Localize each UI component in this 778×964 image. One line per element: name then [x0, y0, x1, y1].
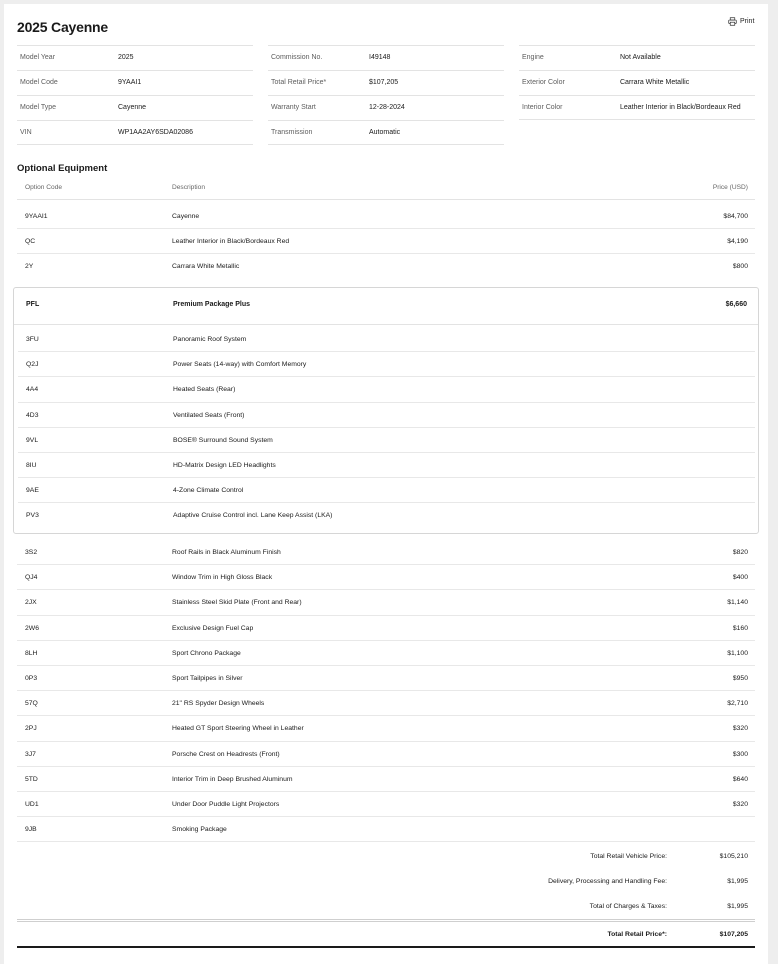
option-price: $84,700 [723, 213, 748, 220]
table-row [17, 590, 755, 615]
spec-label: Commission No. [271, 54, 323, 61]
grand-total-value: $107,205 [719, 931, 748, 938]
package-price: $6,660 [725, 301, 747, 308]
table-row [17, 817, 755, 842]
option-description: Panoramic Roof System [173, 336, 247, 343]
package-item-row [18, 453, 755, 478]
grand-total-label: Total Retail Price*: [607, 931, 667, 938]
option-price: $400 [732, 574, 748, 582]
spec-value: I49148 [369, 54, 391, 61]
spec-row [268, 95, 504, 120]
total-row [17, 844, 755, 869]
equipment-table-header [17, 175, 755, 200]
option-price: $320 [732, 725, 748, 733]
option-description: Ventilated Seats (Front) [173, 411, 245, 419]
table-row [17, 540, 755, 565]
option-description: Interior Trim in Deep Brushed Aluminum [172, 775, 293, 783]
total-row [17, 869, 755, 894]
price-totals [17, 844, 755, 948]
spec-label: Exterior Color [522, 79, 565, 86]
spec-row [519, 70, 755, 95]
total-label: Total of Charges & Taxes: [589, 903, 667, 910]
option-description: Roof Rails in Black Aluminum Finish [172, 549, 281, 556]
printer-icon [728, 17, 737, 26]
option-price: $300 [732, 750, 748, 758]
vehicle-detail-card [4, 4, 768, 964]
table-row [17, 616, 755, 641]
print-label: Print [740, 18, 755, 25]
package-item-row [18, 352, 755, 377]
option-code: 9VL [26, 436, 39, 444]
spec-label: Interior Color [522, 104, 563, 111]
column-header-description: Description [172, 184, 205, 191]
spec-column-1 [17, 45, 253, 145]
print-button[interactable] [728, 17, 754, 26]
spec-value: Leather Interior in Black/Bordeaux Red [620, 104, 741, 111]
spec-value: 2025 [118, 54, 134, 61]
spec-row [519, 45, 755, 70]
option-code: 2JX [25, 599, 37, 607]
option-price: $4,190 [727, 238, 748, 246]
table-row [17, 716, 755, 741]
total-label: Delivery, Processing and Handling Fee: [548, 878, 667, 885]
spec-label: Warranty Start [271, 104, 316, 111]
option-price: $2,710 [727, 700, 748, 708]
option-price: $950 [732, 674, 748, 682]
option-description: Under Door Puddle Light Projectors [172, 800, 280, 808]
spec-value: Not Available [620, 54, 661, 61]
option-description: Sport Tailpipes in Silver [172, 674, 243, 682]
package-item-row [18, 503, 755, 528]
package-item-row [18, 478, 755, 503]
spec-row [268, 45, 504, 70]
option-price: $160 [732, 624, 748, 632]
table-row [17, 229, 755, 254]
page-title: 2025 Cayenne [17, 19, 108, 35]
option-code: 5TD [25, 775, 38, 783]
option-code: 8IU [26, 461, 37, 469]
option-code: 2W6 [25, 624, 39, 632]
option-code: 8LH [25, 649, 38, 657]
spec-label: Transmission [271, 129, 313, 136]
option-description: Smoking Package [172, 826, 227, 834]
total-row [17, 894, 755, 919]
option-description: Power Seats (14-way) with Comfort Memory [173, 361, 307, 369]
option-description: Exclusive Design Fuel Cap [172, 624, 254, 632]
spec-row [17, 120, 253, 145]
package-code: PFL [26, 301, 40, 308]
equipment-rows-bottom [17, 540, 755, 842]
option-code: 0P3 [25, 674, 38, 682]
total-value: $105,210 [719, 853, 748, 860]
option-description: 21" RS Spyder Design Wheels [172, 700, 265, 708]
option-description: BOSE® Surround Sound System [173, 436, 273, 444]
spec-value: 12-28-2024 [369, 104, 405, 111]
table-row [17, 641, 755, 666]
spec-column-2 [268, 45, 504, 145]
option-description: Adaptive Cruise Control incl. Lane Keep Assist (LKA) [173, 512, 333, 520]
spec-row [519, 95, 755, 120]
table-row [17, 792, 755, 817]
equipment-rows-top [17, 204, 755, 280]
spec-label: Model Code [20, 79, 58, 86]
option-description: Stainless Steel Skid Plate (Front and Rear) [172, 599, 302, 607]
table-row [17, 204, 755, 229]
table-row [17, 691, 755, 716]
total-label: Total Retail Vehicle Price: [590, 853, 667, 860]
spec-label: Model Year [20, 54, 56, 61]
spec-value: Automatic [369, 129, 401, 136]
spec-column-3 [519, 45, 755, 120]
table-row [17, 254, 755, 279]
option-code: 9YAAI1 [25, 213, 48, 220]
option-description: Heated Seats (Rear) [173, 386, 236, 394]
option-code: 4A4 [26, 386, 39, 394]
spec-value: Cayenne [118, 104, 147, 111]
table-row [17, 742, 755, 767]
option-code: 3S2 [25, 549, 38, 556]
spec-label: Engine [522, 54, 544, 61]
table-row [17, 666, 755, 691]
spec-value: WP1AA2AY6SDA02086 [118, 129, 193, 136]
option-code: PV3 [26, 512, 39, 520]
option-price: $1,100 [727, 649, 748, 657]
option-code: 4D3 [26, 411, 39, 419]
option-description: Porsche Crest on Headrests (Front) [172, 750, 280, 758]
spec-value: 9YAAI1 [118, 79, 142, 86]
option-code: QJ4 [25, 574, 38, 582]
option-code: UD1 [25, 800, 39, 808]
spec-row [17, 70, 253, 95]
option-description: Sport Chrono Package [172, 649, 241, 657]
spec-label: VIN [20, 129, 32, 136]
option-code: 57Q [25, 700, 38, 708]
optional-equipment-title: Optional Equipment [17, 163, 108, 174]
option-code: 2PJ [25, 725, 37, 733]
option-code: 9JB [25, 826, 37, 834]
grand-total-row [17, 922, 755, 948]
spec-value: Carrara White Metallic [620, 79, 690, 86]
option-price: $640 [732, 775, 748, 783]
option-code: 9AE [26, 487, 39, 495]
package-item-row [18, 327, 755, 352]
option-code: QC [25, 238, 36, 246]
option-code: 2Y [25, 263, 34, 271]
spec-value: $107,205 [369, 79, 399, 86]
option-description: Cayenne [172, 213, 200, 220]
total-value: $1,995 [727, 878, 748, 885]
spec-row [17, 45, 253, 70]
total-value: $1,995 [727, 903, 748, 910]
option-price: $320 [732, 800, 748, 808]
option-description: Window Trim in High Gloss Black [172, 574, 273, 582]
option-description: Carrara White Metallic [172, 263, 240, 271]
table-row [17, 565, 755, 590]
spec-row [17, 95, 253, 120]
column-header-price: Price (USD) [712, 184, 748, 191]
premium-package-group [13, 287, 759, 534]
option-description: HD-Matrix Design LED Headlights [173, 461, 276, 469]
spec-row [268, 70, 504, 95]
package-item-row [18, 403, 755, 428]
option-price: $1,140 [727, 599, 748, 607]
table-row [17, 767, 755, 792]
option-code: 3J7 [25, 750, 36, 758]
option-description: 4-Zone Climate Control [173, 487, 244, 495]
spec-row [268, 120, 504, 145]
package-header-row [14, 288, 758, 325]
package-item-row [18, 428, 755, 453]
option-price: $800 [732, 263, 748, 271]
option-description: Heated GT Sport Steering Wheel in Leather [172, 725, 304, 733]
spec-label: Total Retail Price* [271, 79, 327, 86]
package-item-row [18, 377, 755, 402]
package-description: Premium Package Plus [173, 301, 251, 308]
option-code: Q2J [26, 361, 39, 369]
column-header-code: Option Code [25, 184, 63, 191]
option-code: 3FU [26, 336, 39, 343]
spec-label: Model Type [20, 104, 57, 111]
option-description: Leather Interior in Black/Bordeaux Red [172, 238, 290, 246]
option-price: $820 [732, 549, 748, 556]
